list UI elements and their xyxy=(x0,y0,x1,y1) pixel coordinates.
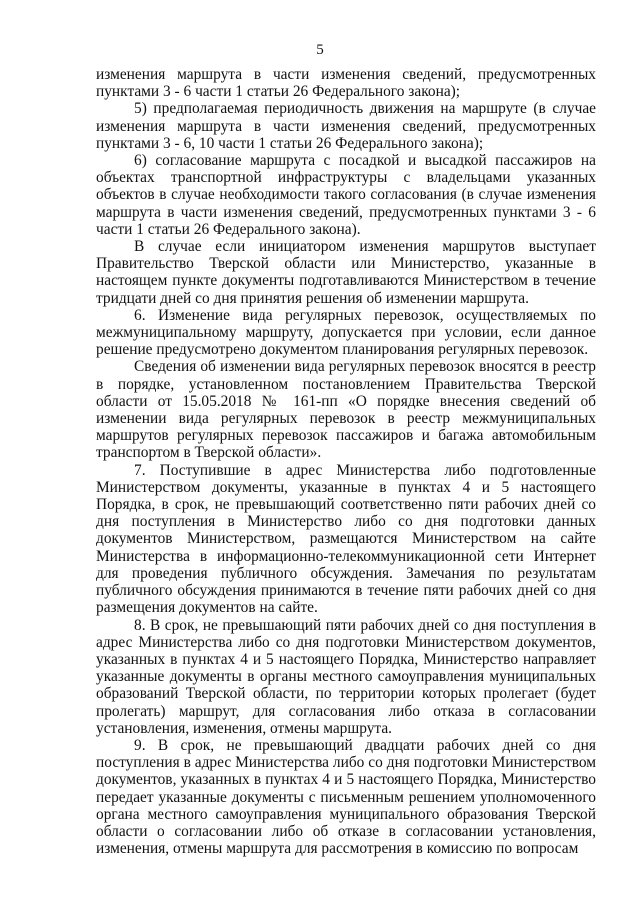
list-item-5: 5) предполагаемая периодичность движения на маршруте (в случае изменения маршрута в части изменения сведений, предусмотренных пунктами 3 - 6, 10 части 1 статьи 26 Федерального закона); xyxy=(96,100,596,152)
point-7: 7. Поступившие в адрес Министерства либо подготовленные Министерством документы, указанные в пунктах 4 и 5 настоящего Порядка, в срок, не превышающий соответственно пяти рабочих дней со дня поступления в Министерство либо со дня подготовки данных документов Министерством, размещаются Министерством на сайте Министерства в информационно-телекоммуникационной сети Интернет для проведения публичного обсуждения. Замечания по результатам публичного обсуждения принимаются в течение пяти рабочих дней со дня размещения документов на сайте. xyxy=(96,461,596,617)
document-body xyxy=(96,66,596,857)
list-item-6: 6) согласование маршрута с посадкой и высадкой пассажиров на объектах транспортной инфраструктуры с владельцами указанных объектов в случае необходимости такого согласования (в случае изменения маршрута в части изменения сведений, предусмотренных пунктами 3 - 6 части 1 статьи 26 Федерального закона). xyxy=(96,152,596,238)
point-6: 6. Изменение вида регулярных перевозок, осуществляемых по межмуниципальному маршруту, допускается при условии, если данное решение предусмотрено документом планирования регулярных перевозок. xyxy=(96,306,596,359)
paragraph-initiator: В случае если инициатором изменения маршрутов выступает Правительство Тверской области или Министерство, указанные в настоящем пункте документы подготавливаются Министерством в течение тридцати дней со дня принятия решения об изменении маршрута. xyxy=(96,238,596,307)
point-9: 9. В срок, не превышающий двадцати рабочих дней со дня поступления в адрес Министерства либо со дня подготовки Министерством документов, указанных в пунктах 4 и 5 настоящего Порядка, Министерство передает указанные документы с письменным решением уполномоченного органа местного самоуправления муниципального образования Тверской области о согласовании либо об отказе в согласовании установления, изменения, отмены маршрута для рассмотрения в комиссию по вопросам xyxy=(96,736,596,858)
paragraph-continuation: изменения маршрута в части изменения сведений, предусмотренных пунктами 3 - 6 части 1 статьи 26 Федерального закона); xyxy=(96,66,596,101)
paragraph-register: Сведения об изменении вида регулярных перевозок вносятся в реестр в порядке, установленном постановлением Правительства Тверской области от 15.05.2018 № 161-пп «О порядке внесения сведений об изменении вида регулярных перевозок в реестр межмуниципальных маршрутов регулярных перевозок пассажиров и багажа автомобильным транспортом в Тверской области». xyxy=(96,358,596,462)
page-number: 5 xyxy=(316,42,324,58)
point-8: 8. В срок, не превышающий пяти рабочих дней со дня поступления в адрес Министерства либо со дня подготовки Министерством документов, указанных в пунктах 4 и 5 настоящего Порядка, Министерство направляет указанные документы в органы местного самоуправления муниципальных образований Тверской области, по территории которых пролегает (будет пролегать) маршрут, для согласования либо отказа в согласовании установления, изменения, отмены маршрута. xyxy=(96,616,596,737)
